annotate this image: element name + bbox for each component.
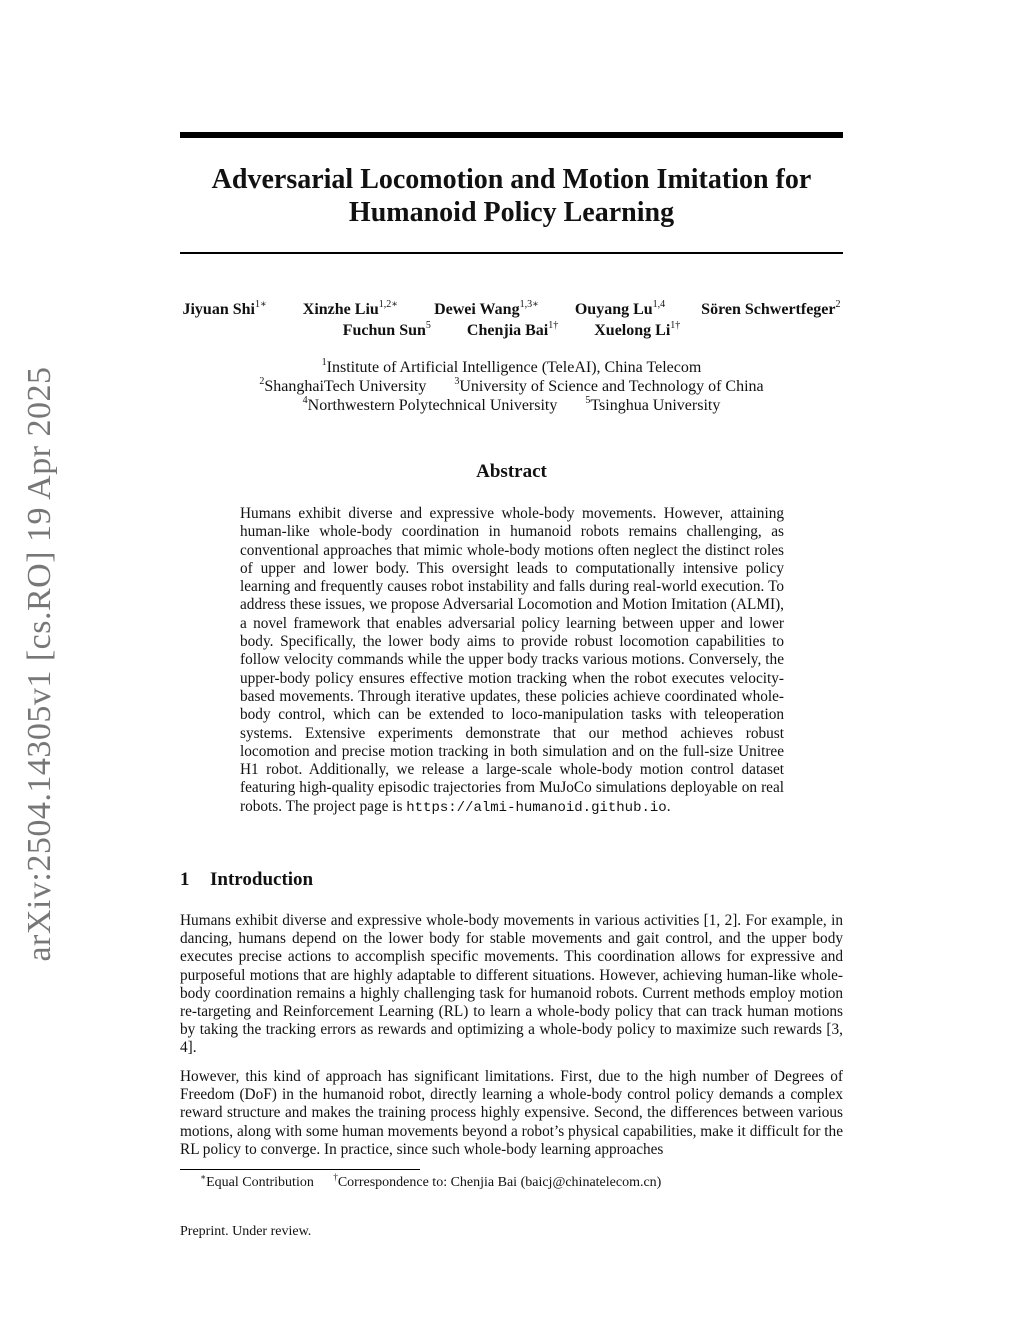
title-bottom-rule: [180, 252, 843, 254]
author: Fuchun Sun$^5$: [342, 320, 431, 339]
intro-paragraph-2: However, this kind of approach has significant limitations. First, due to the high number of Degrees of Freedom (DoF) in the humanoid robot, directly learning a whole-body control policy demands a complex reward structure and makes the training process highly expensive. Second, the differences between various motions, along with some human movements beyond a robot’s physical capabilities, make it difficult for the RL policy to converge. In practice, since such whole-body learning approaches: [180, 1068, 843, 1158]
author: Ouyang Lu$^{1,4}$: [574, 299, 666, 318]
section-title: Introduction: [210, 869, 314, 890]
paper-title: [180, 163, 843, 229]
affiliation-row-2: [150, 377, 873, 396]
affiliation: $^2$ShanghaiTech University: [259, 376, 427, 395]
author: Xinzhe Liu$^{1,2∗}$: [302, 299, 399, 318]
author: Xuelong $Li^{1\dagger}$: [594, 320, 681, 339]
footnotes: [200, 1174, 661, 1192]
intro-paragraph-1: Humans exhibit diverse and expressive whole-body movements in various activities [1, 2]. For example, in dancing, humans depend on the lower body for stable movements and gait control, and the upper body executes precise actions to accomplish specific movements. This coordination allows for expressive and purposeful motions that are highly adaptable to different situations. However, achieving human-like whole-body coordination remains a highly challenging task for humanoid robots. Current methods employ motion re-targeting and Reinforcement Learning (RL) to learn a whole-body policy that can track human motions by taking the tracking errors as rewards and optimizing a whole-body policy to maximize such rewards [3, 4].: [180, 912, 843, 1057]
author: Chenjia Bai$^{1\dagger}$: [466, 320, 559, 339]
arxiv-identifier-stamp: arXiv:2504.14305v1 [cs.RO] 19 Apr 2025: [21, 366, 58, 962]
abstract-heading: Abstract: [476, 461, 547, 482]
affiliation: $^1$Institute of Artificial Intelligence (TeleAI), China Telecom: [321, 357, 702, 376]
abstract-body: Humans exhibit diverse and expressive whole-body movements. However, attaining human-like whole-body coordination in humanoid robots remains challenging, as conventional approaches that mimic whole-body motions often neglect the distinct roles of upper and lower body. This oversight leads to computationally intensive policy learning and frequently causes robot instability and falls during real-world execution. To address these issues, we propose Adversarial Locomotion and Motion Imitation (ALMI), a novel framework that enables adversarial policy learning between upper and lower body. Specifically, the lower body aims to provide robust locomotion capabilities to follow velocity commands while the upper body tracks various motions. Conversely, the upper-body policy ensures effective motion tracking when the robot executes velocity-based movements. Through iterative updates, these policies achieve coordinated whole-body control, which can be extended to loco-manipulation tasks with teleoperation systems. Extensive experiments demonstrate that our method achieves robust locomotion and precise motion tracking in both simulation and on the full-size Unitree H1 robot. Additionally, we release a large-scale whole-body motion control dataset featuring high-quality episodic trajectories from MuJoCo simulations deployable on real robots. The project page is https://almi-humanoid.github.io.: [240, 505, 784, 816]
title-top-rule: [180, 132, 843, 138]
affiliation-row-3: [150, 396, 873, 415]
affiliation: $^3$University of Science and Technology of China: [454, 376, 764, 395]
section-number: 1: [180, 869, 190, 890]
title-line-2: Humanoid Policy Learning: [348, 197, 675, 228]
title-line-1: Adversarial Locomotion and Motion Imitation for: [211, 164, 812, 195]
author: Jiyuan Shi$^{1∗}$: [182, 299, 267, 318]
author: Sören Schwertfeger$^2$: [701, 299, 841, 318]
preprint-footer: Preprint. Under review.: [180, 1224, 312, 1239]
author: Dewei Wang$^{1,3∗}$: [434, 299, 539, 318]
section-heading-introduction: [180, 869, 313, 891]
author-list-row-1: [150, 300, 873, 320]
project-page-link[interactable]: https://almi-humanoid.github.io: [406, 799, 667, 816]
affiliation: $^4$Northwestern Polytechnical University: [302, 395, 558, 414]
affiliation-row-1: [150, 358, 873, 377]
footnote-correspondence: †Correspondence to: Chenjia Bai (baicj@chinatelecom.cn): [333, 1172, 662, 1190]
footnote-equal-contribution: ∗Equal Contribution: [200, 1172, 314, 1190]
author-list-row-2: [150, 321, 873, 341]
affiliation: $^5$Tsinghua University: [585, 395, 721, 414]
footnote-rule: [180, 1169, 420, 1170]
